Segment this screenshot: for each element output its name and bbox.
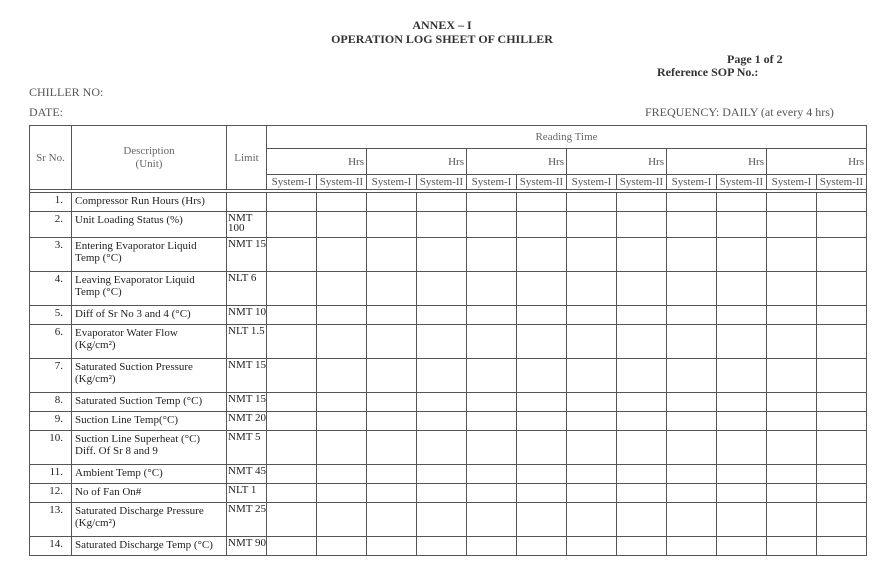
hrs-header: Hrs (467, 149, 567, 175)
reading-cell[interactable] (717, 306, 767, 325)
srno-header: Sr No. (30, 126, 72, 190)
reading-cell[interactable] (767, 272, 817, 306)
reading-cell[interactable] (767, 393, 817, 412)
hrs-header: Hrs (667, 149, 767, 175)
reading-cell[interactable] (567, 272, 617, 306)
reading-cell[interactable] (767, 537, 817, 556)
reading-cell[interactable] (667, 412, 717, 431)
reading-cell[interactable] (467, 272, 517, 306)
limit-header: Limit (227, 126, 267, 190)
reading-cell[interactable] (817, 431, 867, 465)
reading-cell[interactable] (617, 193, 667, 212)
reading-cell[interactable] (667, 393, 717, 412)
reading-cell[interactable] (667, 193, 717, 212)
reading-cell[interactable] (417, 484, 467, 503)
table-row (30, 193, 867, 212)
row-sr-no: 1. (30, 193, 72, 212)
reading-cell[interactable] (417, 272, 467, 306)
reading-cell[interactable] (467, 306, 517, 325)
system-2-header: System-II (517, 175, 567, 190)
system-1-header: System-I (467, 175, 517, 190)
reading-cell[interactable] (417, 465, 467, 484)
reading-cell[interactable] (467, 325, 517, 359)
reading-cell[interactable] (617, 537, 667, 556)
table-row (30, 325, 867, 359)
reading-cell[interactable] (467, 503, 517, 537)
row-sr-no: 14. (30, 537, 72, 556)
reading-cell[interactable] (667, 503, 717, 537)
reading-cell[interactable] (267, 359, 317, 393)
reading-cell[interactable] (467, 431, 517, 465)
reading-cell[interactable] (467, 484, 517, 503)
row-description: Leaving Evaporator Liquid Temp (°C) (72, 272, 227, 306)
row-limit: NLT 1.5 (227, 325, 267, 359)
reading-cell[interactable] (517, 393, 567, 412)
reading-cell[interactable] (517, 465, 567, 484)
reading-cell[interactable] (667, 306, 717, 325)
reading-cell[interactable] (567, 212, 617, 238)
reading-cell[interactable] (617, 272, 667, 306)
reading-cell[interactable] (417, 537, 467, 556)
table-row (30, 412, 867, 431)
reading-cell[interactable] (367, 503, 417, 537)
reading-cell[interactable] (467, 359, 517, 393)
reading-cell[interactable] (517, 484, 567, 503)
row-limit: NMT 15 (227, 359, 267, 393)
reading-cell[interactable] (617, 212, 667, 238)
row-sr-no: 4. (30, 272, 72, 306)
reading-cell[interactable] (317, 306, 367, 325)
row-limit: NMT 25 (227, 503, 267, 537)
reading-cell[interactable] (717, 212, 767, 238)
system-2-header: System-II (417, 175, 467, 190)
row-limit (227, 193, 267, 212)
reading-cell[interactable] (367, 359, 417, 393)
row-limit: NMT 5 (227, 431, 267, 465)
system-2-header: System-II (817, 175, 867, 190)
reading-cell[interactable] (517, 238, 567, 272)
row-description: Saturated Discharge Pressure (Kg/cm²) (72, 503, 227, 537)
table-row (30, 431, 867, 465)
reading-cell[interactable] (817, 193, 867, 212)
row-limit: NMT 15 (227, 238, 267, 272)
reading-cell[interactable] (267, 325, 317, 359)
table-row (30, 465, 867, 484)
reading-cell[interactable] (567, 412, 617, 431)
reading-cell[interactable] (567, 431, 617, 465)
reading-cell[interactable] (267, 238, 317, 272)
reading-cell[interactable] (567, 503, 617, 537)
reading-cell[interactable] (667, 238, 717, 272)
row-description: Diff of Sr No 3 and 4 (°C) (72, 306, 227, 325)
row-description: Saturated Suction Pressure (Kg/cm²) (72, 359, 227, 393)
reading-cell[interactable] (717, 465, 767, 484)
reading-cell[interactable] (267, 503, 317, 537)
table-row (30, 503, 867, 537)
annex-label: ANNEX – I (412, 18, 472, 32)
hrs-header: Hrs (767, 149, 867, 175)
row-sr-no: 12. (30, 484, 72, 503)
reading-cell[interactable] (767, 465, 817, 484)
reading-cell[interactable] (317, 193, 367, 212)
reading-cell[interactable] (317, 465, 367, 484)
reading-cell[interactable] (717, 503, 767, 537)
reading-cell[interactable] (267, 393, 317, 412)
reading-cell[interactable] (367, 212, 417, 238)
reading-cell[interactable] (567, 393, 617, 412)
reading-cell[interactable] (567, 537, 617, 556)
reading-cell[interactable] (317, 431, 367, 465)
reading-cell[interactable] (367, 484, 417, 503)
reading-cell[interactable] (817, 212, 867, 238)
reading-cell[interactable] (517, 412, 567, 431)
reading-cell[interactable] (317, 272, 367, 306)
row-description: Ambient Temp (°C) (72, 465, 227, 484)
reading-cell[interactable] (717, 484, 767, 503)
reading-cell[interactable] (617, 393, 667, 412)
row-limit: NMT 100 (227, 212, 267, 238)
reading-cell[interactable] (567, 465, 617, 484)
reading-cell[interactable] (567, 359, 617, 393)
reading-cell[interactable] (767, 238, 817, 272)
reading-cell[interactable] (517, 503, 567, 537)
system-1-header: System-I (267, 175, 317, 190)
row-description: Entering Evaporator Liquid Temp (°C) (72, 238, 227, 272)
reading-cell[interactable] (467, 393, 517, 412)
table-row (30, 393, 867, 412)
page-number: Page 1 of 2 (727, 52, 783, 66)
reading-cell[interactable] (517, 359, 567, 393)
reading-cell[interactable] (367, 325, 417, 359)
date-label: DATE: (29, 105, 63, 119)
reading-cell[interactable] (367, 238, 417, 272)
row-sr-no: 3. (30, 238, 72, 272)
reading-cell[interactable] (717, 193, 767, 212)
reading-cell[interactable] (617, 465, 667, 484)
table-row (30, 359, 867, 393)
reading-cell[interactable] (817, 238, 867, 272)
reading-cell[interactable] (717, 238, 767, 272)
reading-cell[interactable] (467, 537, 517, 556)
reading-cell[interactable] (617, 306, 667, 325)
reading-cell[interactable] (367, 272, 417, 306)
system-1-header: System-I (667, 175, 717, 190)
reading-cell[interactable] (317, 412, 367, 431)
reading-cell[interactable] (267, 431, 317, 465)
reading-cell[interactable] (717, 272, 767, 306)
reading-cell[interactable] (417, 412, 467, 431)
reading-cell[interactable] (817, 325, 867, 359)
row-sr-no: 6. (30, 325, 72, 359)
reading-cell[interactable] (617, 484, 667, 503)
reading-cell[interactable] (317, 325, 367, 359)
row-sr-no: 9. (30, 412, 72, 431)
reading-cell[interactable] (717, 325, 767, 359)
row-limit: NMT 10 (227, 306, 267, 325)
reading-cell[interactable] (317, 393, 367, 412)
row-limit: NLT 6 (227, 272, 267, 306)
row-description: Suction Line Temp(°C) (72, 412, 227, 431)
reading-cell[interactable] (317, 359, 367, 393)
reading-cell[interactable] (417, 238, 467, 272)
reading-cell[interactable] (517, 537, 567, 556)
reading-cell[interactable] (317, 212, 367, 238)
row-sr-no: 10. (30, 431, 72, 465)
reading-cell[interactable] (817, 465, 867, 484)
system-2-header: System-II (617, 175, 667, 190)
reading-cell[interactable] (617, 503, 667, 537)
reading-cell[interactable] (567, 238, 617, 272)
reading-cell[interactable] (417, 503, 467, 537)
row-description: Compressor Run Hours (Hrs) (72, 193, 227, 212)
reading-cell[interactable] (617, 431, 667, 465)
reading-cell[interactable] (517, 272, 567, 306)
chiller-no-label: CHILLER NO: (29, 85, 104, 99)
reading-cell[interactable] (267, 272, 317, 306)
reading-cell[interactable] (717, 412, 767, 431)
reading-cell[interactable] (317, 238, 367, 272)
reading-cell[interactable] (817, 484, 867, 503)
reading-cell[interactable] (667, 359, 717, 393)
reading-cell[interactable] (267, 193, 317, 212)
reading-cell[interactable] (667, 484, 717, 503)
reading-cell[interactable] (367, 393, 417, 412)
reading-cell[interactable] (517, 431, 567, 465)
row-description: Saturated Suction Temp (°C) (72, 393, 227, 412)
reading-cell[interactable] (617, 359, 667, 393)
reading-cell[interactable] (267, 484, 317, 503)
reading-cell[interactable] (467, 193, 517, 212)
table-row (30, 484, 867, 503)
reading-cell[interactable] (367, 431, 417, 465)
reading-cell[interactable] (817, 393, 867, 412)
reading-cell[interactable] (767, 212, 817, 238)
reading-cell[interactable] (767, 503, 817, 537)
reading-cell[interactable] (817, 537, 867, 556)
log-table (29, 125, 867, 556)
row-limit: NMT 90 (227, 537, 267, 556)
document-title: OPERATION LOG SHEET OF CHILLER (331, 32, 553, 46)
reading-cell[interactable] (567, 193, 617, 212)
table-row (30, 537, 867, 556)
reading-cell[interactable] (467, 238, 517, 272)
reference-sop: Reference SOP No.: (657, 65, 759, 79)
hrs-header: Hrs (567, 149, 667, 175)
reading-cell[interactable] (417, 359, 467, 393)
table-row (30, 306, 867, 325)
reading-cell[interactable] (767, 431, 817, 465)
reading-cell[interactable] (667, 272, 717, 306)
reading-cell[interactable] (767, 193, 817, 212)
row-limit: NMT 45 (227, 465, 267, 484)
reading-cell[interactable] (367, 193, 417, 212)
reading-cell[interactable] (817, 359, 867, 393)
frequency-label: FREQUENCY: DAILY (at every 4 hrs) (645, 105, 834, 119)
reading-cell[interactable] (667, 325, 717, 359)
hrs-header: Hrs (267, 149, 367, 175)
row-description: No of Fan On# (72, 484, 227, 503)
reading-cell[interactable] (267, 212, 317, 238)
reading-cell[interactable] (667, 465, 717, 484)
reading-cell[interactable] (317, 503, 367, 537)
reading-cell[interactable] (517, 325, 567, 359)
table-row (30, 272, 867, 306)
reading-cell[interactable] (817, 503, 867, 537)
row-description: Suction Line Superheat (°C) Diff. Of Sr 8 and 9 (72, 431, 227, 465)
reading-cell[interactable] (417, 306, 467, 325)
system-1-header: System-I (367, 175, 417, 190)
reading-time-header: Reading Time (267, 126, 867, 149)
reading-cell[interactable] (717, 537, 767, 556)
row-sr-no: 2. (30, 212, 72, 238)
reading-cell[interactable] (667, 431, 717, 465)
reading-cell[interactable] (517, 193, 567, 212)
reading-cell[interactable] (817, 306, 867, 325)
reading-cell[interactable] (367, 465, 417, 484)
reading-cell[interactable] (717, 431, 767, 465)
reading-cell[interactable] (317, 537, 367, 556)
system-1-header: System-I (567, 175, 617, 190)
reading-cell[interactable] (767, 359, 817, 393)
reading-cell[interactable] (417, 193, 467, 212)
reading-cell[interactable] (517, 212, 567, 238)
reading-cell[interactable] (267, 306, 317, 325)
table-row (30, 212, 867, 238)
reading-cell[interactable] (717, 393, 767, 412)
reading-cell[interactable] (317, 484, 367, 503)
reading-cell[interactable] (467, 412, 517, 431)
row-description: Unit Loading Status (%) (72, 212, 227, 238)
table-row (30, 238, 867, 272)
reading-cell[interactable] (267, 465, 317, 484)
reading-cell[interactable] (567, 325, 617, 359)
reading-cell[interactable] (667, 212, 717, 238)
description-header: Description (Unit) (72, 126, 227, 190)
hrs-header: Hrs (367, 149, 467, 175)
reading-cell[interactable] (567, 306, 617, 325)
system-2-header: System-II (317, 175, 367, 190)
reading-cell[interactable] (267, 537, 317, 556)
reading-cell[interactable] (267, 412, 317, 431)
reading-cell[interactable] (417, 393, 467, 412)
reading-cell[interactable] (517, 306, 567, 325)
row-sr-no: 8. (30, 393, 72, 412)
reading-cell[interactable] (767, 306, 817, 325)
reading-cell[interactable] (717, 359, 767, 393)
reading-cell[interactable] (767, 484, 817, 503)
row-limit: NMT 15 (227, 393, 267, 412)
reading-cell[interactable] (567, 484, 617, 503)
row-sr-no: 13. (30, 503, 72, 537)
system-1-header: System-I (767, 175, 817, 190)
reading-cell[interactable] (767, 412, 817, 431)
reading-cell[interactable] (367, 537, 417, 556)
reading-cell[interactable] (767, 325, 817, 359)
reading-cell[interactable] (617, 238, 667, 272)
system-2-header: System-II (717, 175, 767, 190)
row-limit: NMT 20 (227, 412, 267, 431)
reading-cell[interactable] (417, 325, 467, 359)
reading-cell[interactable] (817, 272, 867, 306)
reading-cell[interactable] (367, 412, 417, 431)
row-sr-no: 7. (30, 359, 72, 393)
row-sr-no: 11. (30, 465, 72, 484)
row-description: Saturated Discharge Temp (°C) (72, 537, 227, 556)
reading-cell[interactable] (367, 306, 417, 325)
row-limit: NLT 1 (227, 484, 267, 503)
reading-cell[interactable] (817, 412, 867, 431)
reading-cell[interactable] (417, 431, 467, 465)
reading-cell[interactable] (617, 325, 667, 359)
reading-cell[interactable] (617, 412, 667, 431)
reading-cell[interactable] (467, 465, 517, 484)
reading-cell[interactable] (667, 537, 717, 556)
reading-cell[interactable] (467, 212, 517, 238)
row-description: Evaporator Water Flow (Kg/cm²) (72, 325, 227, 359)
reading-cell[interactable] (417, 212, 467, 238)
row-sr-no: 5. (30, 306, 72, 325)
